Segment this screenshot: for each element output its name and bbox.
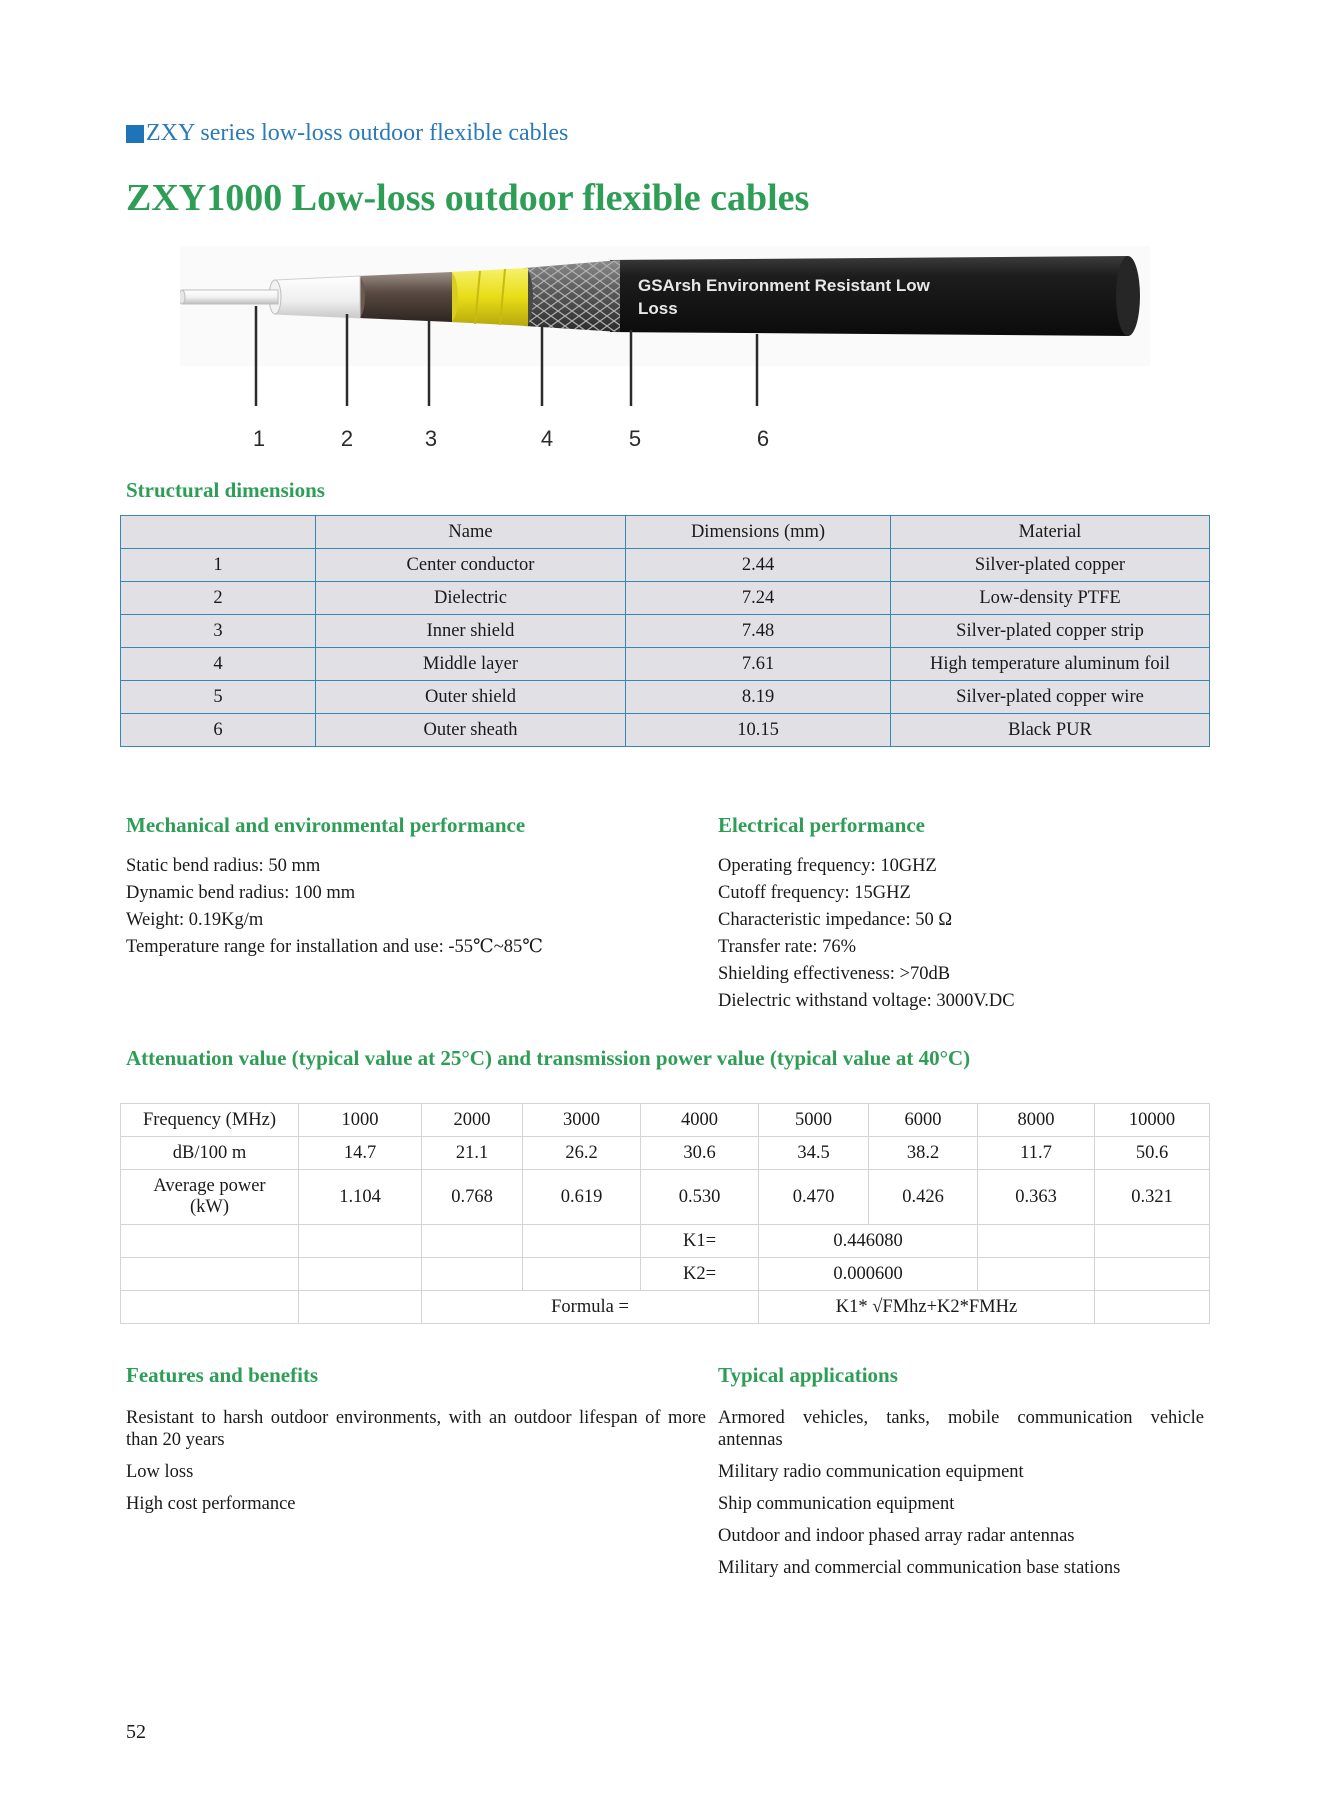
table-row	[121, 1170, 1210, 1225]
formula-label: Formula =	[422, 1291, 759, 1324]
table-cell: Center conductor	[316, 549, 626, 582]
features-list	[126, 1407, 706, 1525]
table-cell: 4	[121, 648, 316, 681]
table-cell	[422, 1225, 523, 1258]
table-cell	[121, 1291, 299, 1324]
cable-print-line2: Loss	[638, 299, 678, 318]
table-header-row	[121, 516, 1210, 549]
row-label-line: (kW)	[189, 1197, 230, 1217]
table-cell: 3000	[523, 1104, 641, 1137]
table-cell: 1000	[299, 1104, 422, 1137]
table-cell: Silver-plated copper strip	[891, 615, 1210, 648]
table-row	[121, 681, 1210, 714]
table-row	[121, 648, 1210, 681]
table-cell	[422, 1258, 523, 1291]
table-cell: Outer shield	[316, 681, 626, 714]
table-cell: 0.426	[869, 1170, 978, 1225]
table-row	[121, 1137, 1210, 1170]
table-row	[121, 615, 1210, 648]
formula-value: K1* √FMhz+K2*FMHz	[759, 1291, 1095, 1324]
table-row	[121, 582, 1210, 615]
table-cell: 0.363	[978, 1170, 1095, 1225]
cable-cross-section-image	[180, 246, 1150, 466]
table-cell: 30.6	[641, 1137, 759, 1170]
table-cell: Inner shield	[316, 615, 626, 648]
page-number: 52	[126, 1721, 146, 1743]
applications-heading: Typical applications	[718, 1363, 898, 1387]
table-row	[121, 714, 1210, 747]
table-cell: 14.7	[299, 1137, 422, 1170]
electrical-heading: Electrical performance	[718, 813, 925, 837]
spec-line: Cutoff frequency: 15GHZ	[718, 883, 911, 903]
table-cell: 6000	[869, 1104, 978, 1137]
table-cell: High temperature aluminum foil	[891, 648, 1210, 681]
table-cell	[121, 1258, 299, 1291]
table-row	[121, 549, 1210, 582]
structural-table	[120, 515, 1210, 747]
table-cell: Silver-plated copper wire	[891, 681, 1210, 714]
table-cell: 0.619	[523, 1170, 641, 1225]
table-cell	[1095, 1225, 1210, 1258]
table-cell: 5000	[759, 1104, 869, 1137]
square-bullet-icon	[126, 125, 144, 143]
list-item: Outdoor and indoor phased array radar antennas	[718, 1526, 1075, 1546]
table-cell	[121, 1225, 299, 1258]
table-cell: 2.44	[626, 549, 891, 582]
callout-3: 3	[424, 426, 438, 451]
table-cell: 10000	[1095, 1104, 1210, 1137]
table-cell: 38.2	[869, 1137, 978, 1170]
table-header-cell: Dimensions (mm)	[626, 516, 891, 549]
structural-heading: Structural dimensions	[126, 478, 325, 502]
table-cell: 2000	[422, 1104, 523, 1137]
attenuation-heading: Attenuation value (typical value at 25°C) and transmission power value (typical value at 40°C)	[126, 1046, 971, 1070]
table-cell: 3	[121, 615, 316, 648]
spec-line: Transfer rate: 76%	[718, 937, 857, 957]
row-label: dB/100 m	[121, 1137, 299, 1170]
cable-print-line1: GSArsh Environment Resistant Low	[638, 276, 930, 295]
row-label: Frequency (MHz)	[121, 1104, 299, 1137]
table-cell: 7.48	[626, 615, 891, 648]
table-cell: 0.768	[422, 1170, 523, 1225]
applications-list	[718, 1407, 1204, 1589]
row-label-line: Average power	[153, 1176, 266, 1196]
spec-line: Dynamic bend radius: 100 mm	[126, 883, 356, 903]
spec-line: Weight: 0.19Kg/m	[126, 910, 264, 930]
table-cell: 4000	[641, 1104, 759, 1137]
table-row	[121, 1225, 1210, 1258]
k2-value: 0.000600	[759, 1258, 978, 1291]
list-item: Ship communication equipment	[718, 1494, 955, 1514]
table-cell: 26.2	[523, 1137, 641, 1170]
table-cell	[299, 1225, 422, 1258]
table-cell	[299, 1291, 422, 1324]
table-cell: 1.104	[299, 1170, 422, 1225]
table-cell: 0.530	[641, 1170, 759, 1225]
table-cell: 1	[121, 549, 316, 582]
table-cell: 5	[121, 681, 316, 714]
list-item: Low loss	[126, 1462, 194, 1482]
features-heading: Features and benefits	[126, 1363, 319, 1387]
table-cell: Black PUR	[891, 714, 1210, 747]
callout-4: 4	[540, 426, 554, 451]
k2-label: K2=	[641, 1258, 759, 1291]
table-cell: 8000	[978, 1104, 1095, 1137]
table-header-cell	[121, 516, 316, 549]
callout-6: 6	[756, 426, 770, 451]
table-cell: 0.470	[759, 1170, 869, 1225]
table-cell: 0.321	[1095, 1170, 1210, 1225]
table-cell: 8.19	[626, 681, 891, 714]
spec-line: Operating frequency: 10GHZ	[718, 856, 937, 876]
table-cell: 34.5	[759, 1137, 869, 1170]
electrical-list	[718, 853, 1015, 1015]
mechanical-list	[126, 853, 543, 961]
table-cell: 7.61	[626, 648, 891, 681]
table-cell: Middle layer	[316, 648, 626, 681]
table-cell	[978, 1225, 1095, 1258]
mechanical-heading: Mechanical and environmental performance	[126, 813, 526, 837]
list-item: Armored vehicles, tanks, mobile communication vehicle antennas	[718, 1408, 1204, 1450]
table-cell: 6	[121, 714, 316, 747]
spec-line: Dielectric withstand voltage: 3000V.DC	[718, 991, 1015, 1011]
table-cell	[523, 1225, 641, 1258]
table-cell	[1095, 1291, 1210, 1324]
spec-line: Temperature range for installation and use: -55℃~85℃	[126, 937, 543, 957]
table-cell: Low-density PTFE	[891, 582, 1210, 615]
table-cell	[978, 1258, 1095, 1291]
callout-1: 1	[252, 426, 266, 451]
spec-line: Characteristic impedance: 50 Ω	[718, 910, 953, 930]
spec-line: Shielding effectiveness: >70dB	[718, 964, 951, 984]
table-row	[121, 1291, 1210, 1324]
table-cell: Dielectric	[316, 582, 626, 615]
table-header-cell: Material	[891, 516, 1210, 549]
series-heading-text: ZXY series low-loss outdoor flexible cables	[146, 120, 569, 146]
table-cell: 50.6	[1095, 1137, 1210, 1170]
table-cell	[299, 1258, 422, 1291]
list-item: High cost performance	[126, 1494, 296, 1514]
callout-5: 5	[628, 426, 642, 451]
table-cell: 21.1	[422, 1137, 523, 1170]
attenuation-table	[120, 1103, 1210, 1324]
page-title: ZXY1000 Low-loss outdoor flexible cables	[126, 177, 810, 219]
table-cell: 10.15	[626, 714, 891, 747]
list-item: Resistant to harsh outdoor environments, with an outdoor lifespan of more than 20 years	[126, 1408, 706, 1450]
table-cell: 7.24	[626, 582, 891, 615]
table-cell: 11.7	[978, 1137, 1095, 1170]
table-cell: 2	[121, 582, 316, 615]
table-cell	[1095, 1258, 1210, 1291]
list-item: Military radio communication equipment	[718, 1462, 1024, 1482]
table-cell: Silver-plated copper	[891, 549, 1210, 582]
k1-value: 0.446080	[759, 1225, 978, 1258]
series-heading	[126, 120, 568, 147]
callout-2: 2	[340, 426, 354, 451]
k1-label: K1=	[641, 1225, 759, 1258]
list-item: Military and commercial communication base stations	[718, 1558, 1121, 1578]
table-cell	[523, 1258, 641, 1291]
spec-line: Static bend radius: 50 mm	[126, 856, 321, 876]
table-row	[121, 1104, 1210, 1137]
table-row	[121, 1258, 1210, 1291]
table-cell: Outer sheath	[316, 714, 626, 747]
row-label	[121, 1170, 299, 1225]
table-header-cell: Name	[316, 516, 626, 549]
